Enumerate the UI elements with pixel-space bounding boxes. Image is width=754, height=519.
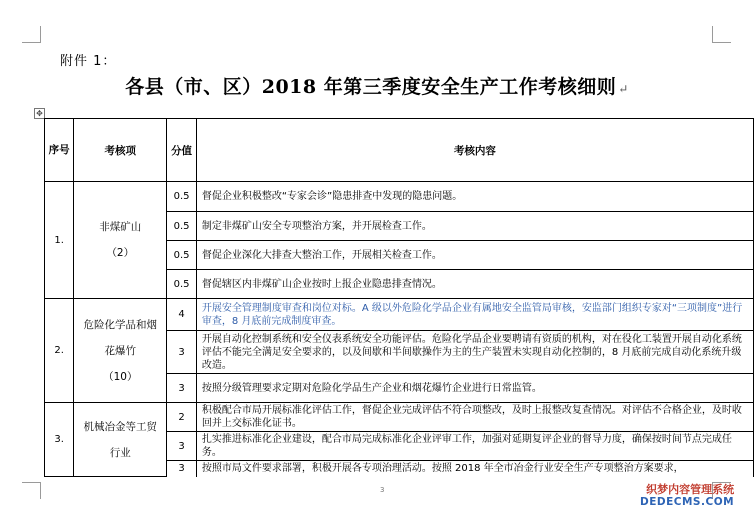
content-cell: 积极配合市局开展标准化评估工作，督促企业完成评估不符合项整改，及时上报整改复查情况。对评估不合格企业，及时收回并上交标准化证书。 [196, 403, 753, 432]
table-row [45, 182, 754, 212]
score-cell: 0.5 [167, 212, 197, 241]
category-line: 危险化学品和烟 [83, 318, 158, 331]
content-cell: 督促企业深化大排查大整治工作，开展相关检查工作。 [196, 241, 753, 270]
score-cell: 0.5 [167, 182, 197, 212]
score-cell: 4 [167, 299, 197, 331]
group-number-text: 1 [54, 234, 61, 246]
group-number: 1. [45, 182, 74, 299]
content-cell: 督促企业积极整改“专家会诊”隐患排查中发现的隐患问题。 [196, 182, 753, 212]
header-item: 考核项 [74, 119, 167, 182]
category-cell [74, 182, 167, 299]
category-line: 机械冶金等工贸 [83, 420, 158, 433]
watermark-line-1: 织梦内容管理系统 [646, 483, 735, 496]
category-cell [74, 299, 167, 403]
category-line: （2） [106, 247, 135, 259]
header-seq-text: 序号 [48, 144, 70, 156]
content-cell: 按照分级管理要求定期对危险化学品生产企业和烟花爆竹企业进行日常监管。 [196, 374, 753, 403]
crop-mark-bottom-left [22, 482, 41, 499]
category-line: 非煤矿山 [99, 221, 142, 233]
group-number: 3. [45, 403, 74, 477]
content-text: 开展安全管理制度审查和岗位对标。A 级以外危险化学品企业有属地安全监管局审核，安监部门组织专家对“三项制度”进行审查，8 月底前完成制度审查。 [201, 302, 743, 327]
score-cell: 3 [167, 461, 197, 477]
table-move-handle-icon[interactable]: ✥ [34, 108, 45, 119]
score-cell: 0.5 [167, 270, 197, 299]
category-line: （10） [103, 370, 138, 383]
header-content: 考核内容 [196, 119, 753, 182]
content-cell [196, 299, 753, 331]
score-cell: 3 [167, 374, 197, 403]
table-row [45, 403, 754, 432]
table-row [45, 299, 754, 331]
watermark [640, 484, 734, 508]
content-cell: 督促辖区内非煤矿山企业按时上报企业隐患排查情况。 [196, 270, 753, 299]
group-number-text: 3 [54, 434, 61, 445]
title-text: 各县（市、区）2018 年第三季度安全生产工作考核细则 [125, 76, 617, 98]
category-line: 行业 [109, 446, 131, 459]
crop-mark-top-right [712, 26, 731, 43]
attachment-label: 附件 1： [60, 54, 117, 69]
assessment-table [44, 118, 754, 477]
crop-mark-top-left [22, 26, 41, 43]
category-cell [74, 403, 167, 477]
group-number-text: 2 [54, 345, 61, 356]
score-cell: 2 [167, 403, 197, 432]
content-cell: 扎实推进标准化企业建设，配合市局完成标准化企业评审工作，加强对延期复评企业的督导力度，确保按时间节点完成任务。 [196, 432, 753, 461]
score-cell: 3 [167, 432, 197, 461]
category-line: 花爆竹 [104, 344, 137, 357]
document-title [0, 72, 754, 99]
content-cell: 按照市局文件要求部署，积极开展各专项治理活动。按照 2018 年全市冶金行业安全生产专项整治方案要求， [196, 461, 753, 477]
watermark-line-2: DEDECMS.COM [640, 496, 735, 508]
header-seq [45, 119, 74, 182]
content-cell: 制定非煤矿山安全专项整治方案，并开展检查工作。 [196, 212, 753, 241]
content-cell: 开展自动化控制系统和安全仪表系统安全功能评估。危险化学品企业要聘请有资质的机构，对在役化工装置开展自动化系统评估不能完全满足安全要求的，以及间歇和半间歇操作为主的生产装置未实现自动化控制的，8 月底前完成自动化系统升级改造。 [196, 331, 753, 374]
score-cell: 3 [167, 331, 197, 374]
table-header-row [45, 119, 754, 182]
page-number: 3 [380, 486, 385, 494]
paragraph-mark-icon: ↵ [618, 82, 629, 96]
header-score: 分值 [167, 119, 197, 182]
score-cell: 0.5 [167, 241, 197, 270]
group-number: 2. [45, 299, 74, 403]
